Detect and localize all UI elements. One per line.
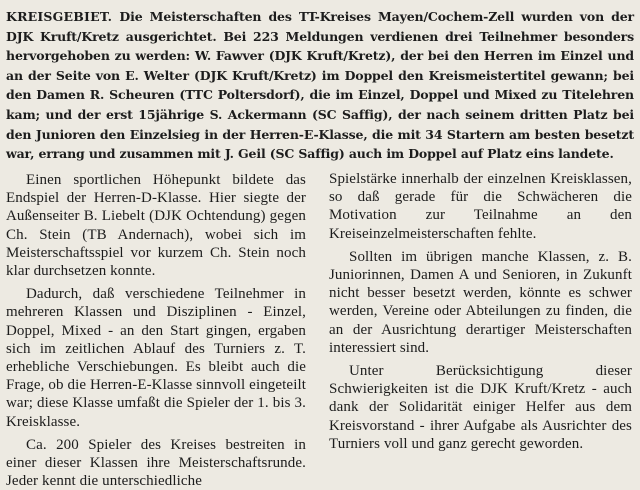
right-column bbox=[329, 170, 632, 453]
lead-paragraph bbox=[6, 7, 634, 164]
paragraph-schedule-shifts: Dadurch, daß verschiedene Teilnehmer in mehreren Klassen und Disziplinen - Einzel, Doppel, Mixed - an den Start gingen, ergaben sich im zeitlichen Ablauf des Turniers z. T. erhebliche Verschiebungen. Es bleibt auch die Frage, ob die Herren-E-Klasse sinnvoll eingeteilt war; diese Klasse umfaßt die Spieler der 1. bis 3. Kreisklasse. bbox=[6, 286, 306, 430]
paragraph-future-classes: Sollten im übrigen manche Klassen, z. B. Juniorinnen, Damen A und Senioren, in Zukunft nicht besser besetzt werden, könnte es schwer werden, Vereine oder Abteilungen zu finden, die an der Ausrichtung derartiger Meisterschaften interessiert sind. bbox=[329, 248, 632, 356]
paragraph-conclusion: Unter Berücksichtigung dieser Schwierigkeiten ist die DJK Kruft/Kretz - auch dank der Solidarität einiger Helfer aus dem Kreisvorstand - ihrer Aufgabe als Ausrichter des Turniers voll und ganz gerecht geworden. bbox=[329, 363, 632, 452]
lead-text: Die Meisterschaften des TT-Kreises Mayen/Cochem-Zell wurden von der DJK Kruft/Kretz ausgerichtet. Bei 223 Meldungen verdienen drei Teilnehmer besonders hervorgehoben zu werden: W. Fawver (DJK Kruft/Kretz), der bei den Herren im Einzel und an der Seite von E. Welter (DJK Kruft/Kretz) im Doppel den Kreismeistertitel gewann; bei den Damen R. Scheuren (TTC Poltersdorf), die im Einzel, Doppel und Mixed zu Titelehren kam; und der erst 15jährige S. Ackermann (SC Saffig), der nach seinem dritten Platz bei den Junioren den Einzelsieg in der Herren-E-Klasse, die mit 34 Startern am besten besetzt war, errang und zusammen mit J. Geil (SC Saffig) auch im Doppel auf Platz eins landete. bbox=[6, 9, 634, 162]
paragraph-motivation: Spielstärke innerhalb der einzelnen Kreisklassen, so daß gerade für die Schwächeren die Motivation zur Teilnahme an den Kreiseinzelmeisterschaften fehlte. bbox=[329, 171, 632, 242]
paragraph-players-count: Ca. 200 Spieler des Kreises bestreiten in einer dieser Klassen ihre Meisterschaftsrunde. Jeder kennt die unterschiedliche bbox=[6, 436, 306, 490]
lead-keyword: KREISGEBIET. bbox=[6, 9, 113, 24]
left-column bbox=[6, 171, 306, 490]
paragraph-final-d-class: Einen sportlichen Höhepunkt bildete das Endspiel der Herren-D-Klasse. Hier siegte der Außenseiter B. Liebelt (DJK Ochtendung) gegen Ch. Stein (TB Andernach), wobei sich im Meisterschaftsspiel vor kurzem Ch. Stein noch klar durchsetzen konnte. bbox=[6, 172, 306, 280]
